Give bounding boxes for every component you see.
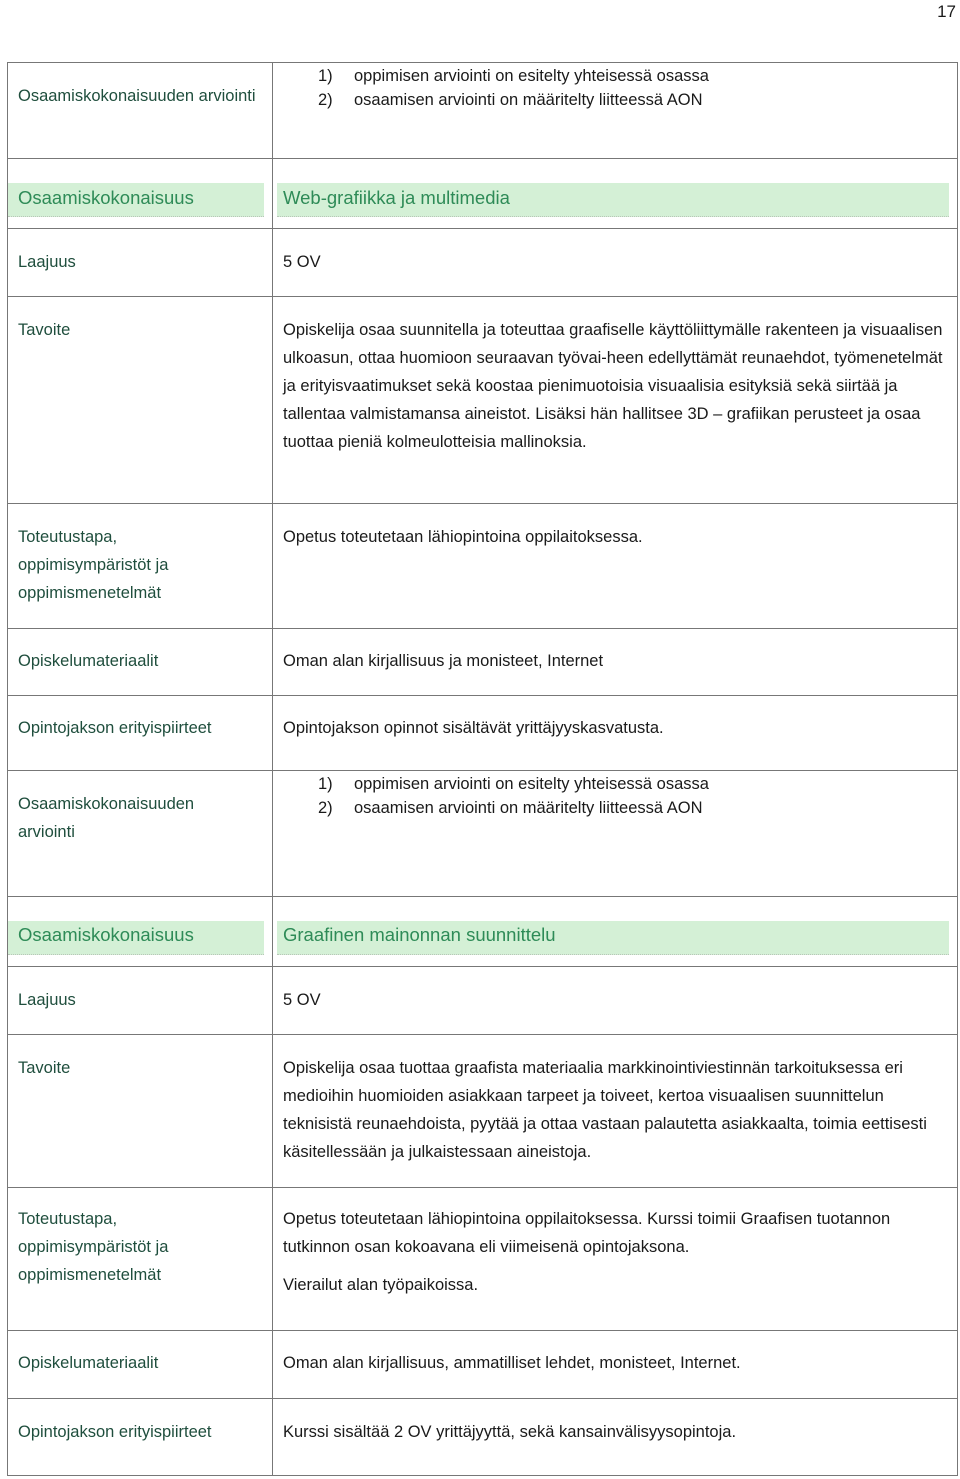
row-label: Osaamiskokonaisuuden arviointi [18,795,195,841]
list-item: 1) oppimisen arviointi on esitelty yhteisessä osassa [318,67,709,85]
row-label: Opintojakson erityispiirteet [18,1423,212,1441]
table-row [7,296,958,503]
toteutus-text: Opetus toteutetaan lähiopintoina oppilaitoksessa. Kurssi toimii Graafisen tuotannon tutkinnon osan kokoavana eli viimeisenä opintojaksona. [283,1210,891,1256]
row-label: Toteutustapa, oppimisympäristöt ja oppimismenetelmät [18,528,169,602]
row-label: Osaamiskokonaisuuden arviointi [18,87,256,105]
module-header-row [7,896,958,966]
row-label: Tavoite [18,1059,71,1077]
module-label: Osaamiskokonaisuus [18,187,194,208]
module-header-row [7,158,958,228]
row-label: Opiskelumateriaalit [18,652,159,670]
toteutus-text: Opetus toteutetaan lähiopintoina oppilaitoksessa. [283,528,643,546]
materiaalit-text: Oman alan kirjallisuus, ammatilliset lehdet, monisteet, Internet. [283,1354,741,1372]
table-row [7,1187,958,1330]
tavoite-text: Opiskelija osaa tuottaa graafista materiaalia markkinointiviestinnän tarkoituksessa eri medioihin huomioiden asiakkaan tarpeet ja toiveet, kertoa visuaalisen suunnittelun teknisistä reunaehdoista, pyytää ja ottaa vastaan palautetta asiakkaalta, toimia eettisesti käsitellessään ja julkaistessaan aineistoja. [283,1059,927,1161]
module-title: Web-grafiikka ja multimedia [283,187,510,208]
table-row [7,770,958,896]
table-row [7,503,958,628]
table-row [7,628,958,695]
tavoite-text: Opiskelija osaa suunnitella ja toteuttaa graafiselle käyttöliittymälle rakenteen ja visuaalisen ulkoasun, ottaa huomioon seuraavan työvai-heen edellyttämät reunaehdot, työmenetelmät ja erityisvaatimukset sekä koostaa pienimuotoisia visuaalisia esityksiä sekä siirtää ja tallentaa valmistamansa aineistot. Lisäksi hän hallitsee 3D – grafiikan perusteet ja osaa tuottaa pieniä kolmeulotteisia mallinoksia. [283,321,943,451]
list-item: 2) osaamisen arviointi on määritelty liitteessä AON [318,799,703,817]
row-label: Opiskelumateriaalit [18,1354,159,1372]
row-label: Tavoite [18,321,71,339]
list-item: 2) osaamisen arviointi on määritelty liitteessä AON [318,91,703,109]
module-label: Osaamiskokonaisuus [18,924,194,945]
list-item: 1) oppimisen arviointi on esitelty yhteisessä osassa [318,775,709,793]
row-label: Laajuus [18,253,76,271]
table-row [7,695,958,770]
laajuus-value: 5 OV [283,253,321,271]
erityis-text: Kurssi sisältää 2 OV yrittäjyyttä, sekä kansainvälisyysopintoja. [283,1423,737,1441]
table-row [7,1398,958,1475]
table-row [7,62,958,158]
row-label: Laajuus [18,991,76,1009]
row-label: Toteutustapa, oppimisympäristöt ja oppimismenetelmät [18,1210,169,1284]
page-number: 17 [937,2,956,21]
materiaalit-text: Oman alan kirjallisuus ja monisteet, Internet [283,652,604,670]
module-title: Graafinen mainonnan suunnittelu [283,924,556,945]
table-row [7,228,958,296]
table-row [7,1330,958,1398]
erityis-text: Opintojakson opinnot sisältävät yrittäjyyskasvatusta. [283,719,664,737]
toteutus-text: Vierailut alan työpaikoissa. [283,1276,479,1294]
row-label: Opintojakson erityispiirteet [18,719,212,737]
table-row [7,1034,958,1187]
table-row [7,966,958,1034]
laajuus-value: 5 OV [283,991,321,1009]
